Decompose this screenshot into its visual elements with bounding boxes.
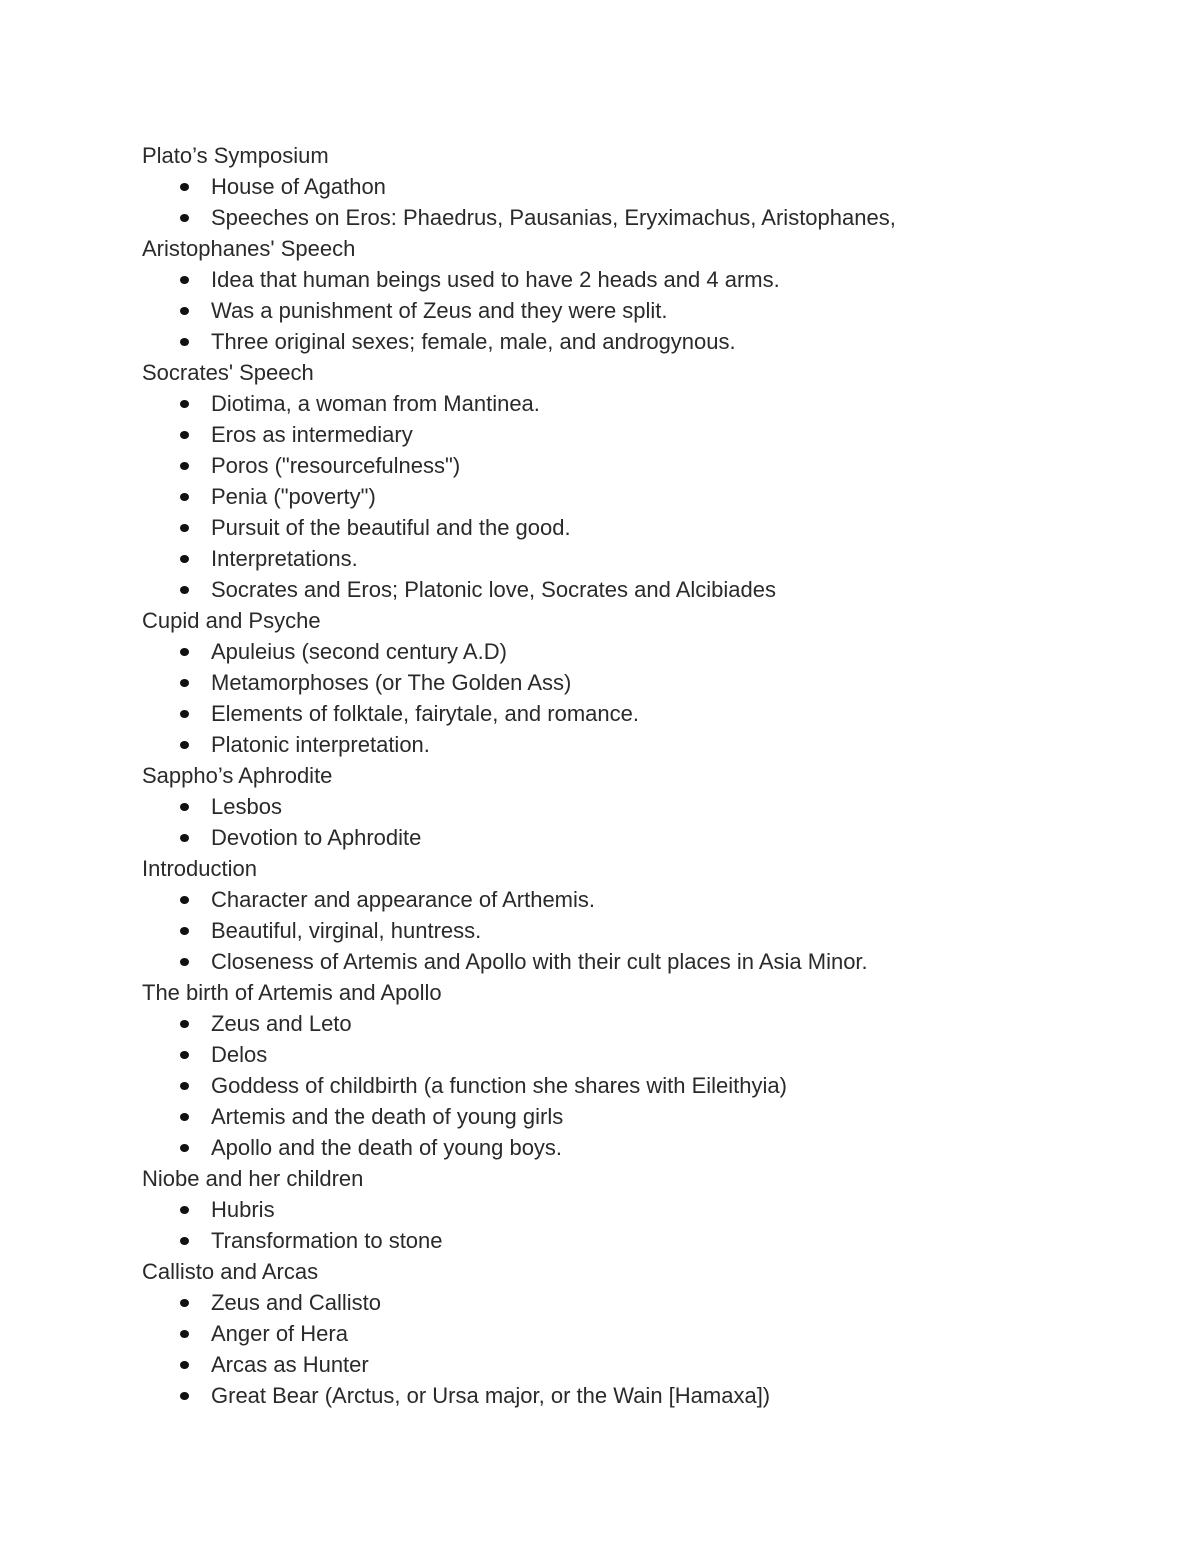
bullet-icon — [180, 710, 189, 718]
list-item-text: Three original sexes; female, male, and androgynous. — [211, 329, 736, 354]
list-item-text: Arcas as Hunter — [211, 1352, 369, 1377]
bullet-list — [142, 171, 1142, 233]
bullet-icon — [180, 958, 189, 966]
list-item — [142, 636, 1142, 667]
list-item-text: Idea that human beings used to have 2 heads and 4 arms. — [211, 267, 780, 292]
list-item-text: Diotima, a woman from Mantinea. — [211, 391, 540, 416]
list-item — [142, 915, 1142, 946]
list-item-text: Zeus and Leto — [211, 1011, 352, 1036]
bullet-list — [142, 264, 1142, 357]
bullet-list — [142, 1194, 1142, 1256]
list-item-text: Socrates and Eros; Platonic love, Socrates and Alcibiades — [211, 577, 776, 602]
bullet-icon — [180, 1206, 189, 1214]
list-item — [142, 822, 1142, 853]
bullet-icon — [180, 1113, 189, 1121]
section-heading: The birth of Artemis and Apollo — [142, 980, 442, 1005]
bullet-icon — [180, 1082, 189, 1090]
list-item-text: Apollo and the death of young boys. — [211, 1135, 563, 1160]
bullet-icon — [180, 1299, 189, 1307]
section-platos-symposium — [142, 140, 1142, 233]
list-item-text: Was a punishment of Zeus and they were split. — [211, 298, 668, 323]
list-item — [142, 1008, 1142, 1039]
list-item-text: Great Bear (Arctus, or Ursa major, or the Wain [Hamaxa]) — [211, 1383, 771, 1408]
list-item-text: Interpretations. — [211, 546, 358, 571]
bullet-icon — [180, 524, 189, 532]
list-item-text: Eros as intermediary — [211, 422, 413, 447]
bullet-list — [142, 388, 1142, 605]
list-item — [142, 729, 1142, 760]
list-item — [142, 1070, 1142, 1101]
bullet-icon — [180, 183, 189, 191]
bullet-icon — [180, 834, 189, 842]
list-item-text: Beautiful, virginal, huntress. — [211, 918, 482, 943]
list-item-text: House of Agathon — [211, 174, 386, 199]
list-item — [142, 388, 1142, 419]
list-item-text: Devotion to Aphrodite — [211, 825, 422, 850]
list-item-text: Zeus and Callisto — [211, 1290, 381, 1315]
list-item-text: Hubris — [211, 1197, 275, 1222]
list-item-text: Anger of Hera — [211, 1321, 348, 1346]
bullet-icon — [180, 741, 189, 749]
list-item — [142, 667, 1142, 698]
bullet-icon — [180, 555, 189, 563]
list-item — [142, 202, 1142, 233]
bullet-icon — [180, 400, 189, 408]
list-item — [142, 1318, 1142, 1349]
bullet-icon — [180, 338, 189, 346]
list-item — [142, 481, 1142, 512]
list-item — [142, 946, 1142, 977]
list-item — [142, 698, 1142, 729]
list-item — [142, 1349, 1142, 1380]
list-item-text: Goddess of childbirth (a function she shares with Eileithyia) — [211, 1073, 787, 1098]
list-item-text: Closeness of Artemis and Apollo with their cult places in Asia Minor. — [211, 949, 868, 974]
bullet-icon — [180, 493, 189, 501]
bullet-icon — [180, 431, 189, 439]
list-item — [142, 1225, 1142, 1256]
list-item — [142, 1101, 1142, 1132]
bullet-list — [142, 636, 1142, 760]
list-item-text: Delos — [211, 1042, 268, 1067]
list-item — [142, 1132, 1142, 1163]
list-item — [142, 1287, 1142, 1318]
bullet-icon — [180, 1392, 189, 1400]
list-item-text: Penia ("poverty") — [211, 484, 376, 509]
bullet-icon — [180, 276, 189, 284]
bullet-icon — [180, 214, 189, 222]
bullet-icon — [180, 1237, 189, 1245]
list-item-text: Pursuit of the beautiful and the good. — [211, 515, 571, 540]
list-item-text: Platonic interpretation. — [211, 732, 430, 757]
bullet-list — [142, 884, 1142, 977]
section-socrates-speech — [142, 357, 1142, 605]
bullet-icon — [180, 648, 189, 656]
list-item-text: Apuleius (second century A.D) — [211, 639, 507, 664]
list-item-text: Metamorphoses (or The Golden Ass) — [211, 670, 572, 695]
section-heading: Sappho’s Aphrodite — [142, 763, 333, 788]
section-heading: Introduction — [142, 856, 257, 881]
list-item — [142, 171, 1142, 202]
list-item — [142, 884, 1142, 915]
list-item-text: Character and appearance of Arthemis. — [211, 887, 596, 912]
section-heading: Socrates' Speech — [142, 360, 314, 385]
bullet-icon — [180, 1020, 189, 1028]
bullet-icon — [180, 927, 189, 935]
section-introduction — [142, 853, 1142, 977]
bullet-icon — [180, 803, 189, 811]
list-item — [142, 512, 1142, 543]
bullet-list — [142, 791, 1142, 853]
bullet-list — [142, 1008, 1142, 1163]
section-heading: Cupid and Psyche — [142, 608, 321, 633]
section-heading: Plato’s Symposium — [142, 143, 329, 168]
section-heading: Aristophanes' Speech — [142, 236, 356, 261]
list-item-text: Artemis and the death of young girls — [211, 1104, 564, 1129]
bullet-icon — [180, 307, 189, 315]
list-item-text: Speeches on Eros: Phaedrus, Pausanias, Eryximachus, Aristophanes, — [211, 205, 896, 230]
section-heading: Niobe and her children — [142, 1166, 364, 1191]
section-cupid-and-psyche — [142, 605, 1142, 760]
bullet-icon — [180, 896, 189, 904]
section-birth-of-artemis-and-apollo — [142, 977, 1142, 1163]
list-item — [142, 419, 1142, 450]
bullet-icon — [180, 679, 189, 687]
bullet-icon — [180, 1361, 189, 1369]
list-item — [142, 1039, 1142, 1070]
list-item — [142, 1380, 1142, 1411]
list-item — [142, 791, 1142, 822]
bullet-icon — [180, 462, 189, 470]
section-heading: Callisto and Arcas — [142, 1259, 319, 1284]
document-page — [142, 140, 1142, 1411]
list-item-text: Transformation to stone — [211, 1228, 443, 1253]
list-item-text: Elements of folktale, fairytale, and romance. — [211, 701, 639, 726]
section-callisto-and-arcas — [142, 1256, 1142, 1411]
list-item-text: Lesbos — [211, 794, 282, 819]
bullet-icon — [180, 586, 189, 594]
bullet-icon — [180, 1051, 189, 1059]
list-item-text: Poros ("resourcefulness") — [211, 453, 461, 478]
list-item — [142, 1194, 1142, 1225]
section-aristophanes-speech — [142, 233, 1142, 357]
list-item — [142, 450, 1142, 481]
list-item — [142, 295, 1142, 326]
bullet-icon — [180, 1330, 189, 1338]
list-item — [142, 264, 1142, 295]
section-niobe-and-her-children — [142, 1163, 1142, 1256]
list-item — [142, 543, 1142, 574]
bullet-list — [142, 1287, 1142, 1411]
bullet-icon — [180, 1144, 189, 1152]
list-item — [142, 574, 1142, 605]
section-sapphos-aphrodite — [142, 760, 1142, 853]
list-item — [142, 326, 1142, 357]
